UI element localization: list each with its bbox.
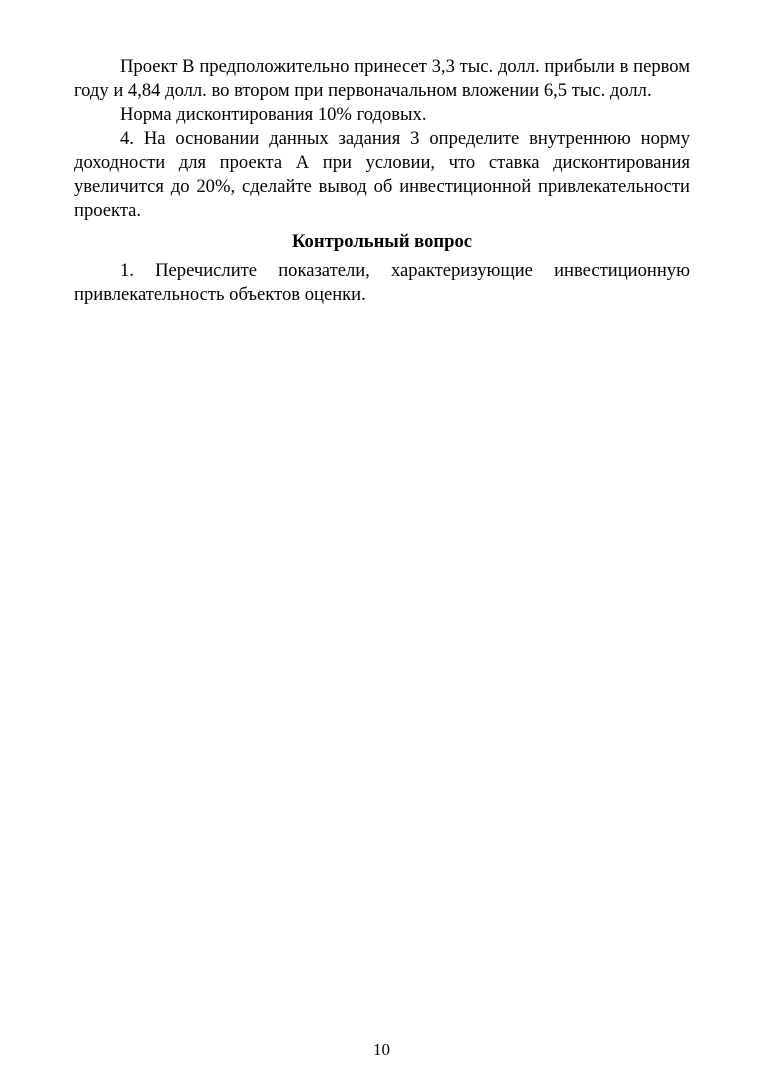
page-body bbox=[74, 55, 690, 307]
page-number: 10 bbox=[373, 1040, 390, 1059]
paragraph-task-4: 4. На основании данных задания 3 определите внутреннюю норму доходности для проекта А при условии, что ставка дисконтирования увеличится до 20%, сделайте вывод об инвестиционной привлекательности проекта. bbox=[74, 128, 690, 221]
paragraph-project-b: Проект В предположительно принесет 3,3 тыс. долл. прибыли в первом году и 4,84 долл. во втором при первоначальном вложении 6,5 тыс. долл. bbox=[74, 56, 690, 101]
control-question: 1. Перечислите показатели, характеризующие инвестиционную привлекательность объектов оценки. bbox=[74, 260, 690, 305]
paragraph-discount-rate: Норма дисконтирования 10% годовых. bbox=[120, 104, 427, 125]
section-heading: Контрольный вопрос bbox=[292, 231, 472, 252]
